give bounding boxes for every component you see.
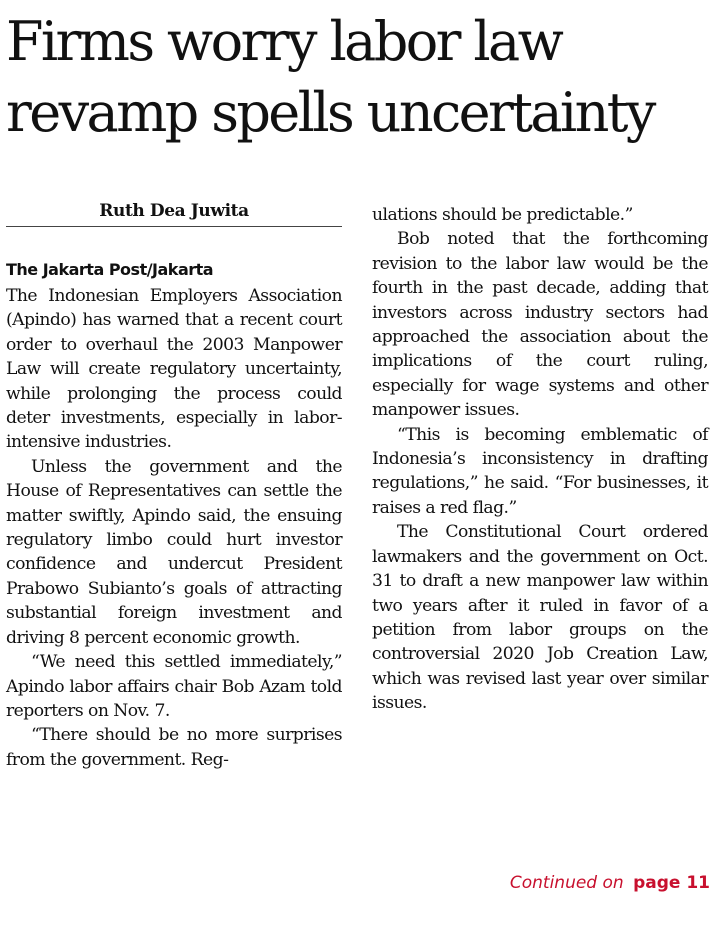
continued-label: Continued on — [509, 873, 624, 893]
paragraph: “This is becoming emblematic of Indonesia’s inconsistency in drafting regulations,” he said. “For businesses, it raises a red flag.” — [372, 424, 708, 518]
article-column-2 — [372, 203, 708, 716]
headline-line-2: revamp spells uncertainty — [6, 81, 654, 144]
paragraph: Bob noted that the forthcoming revision to the labor law would be the fourth in the past decade, adding that investors across industry sectors had approached the association about the implications of the court ruling, especially for wage systems and other manpower issues. — [372, 229, 708, 421]
paragraph: Unless the government and the House of Representatives can settle the matter swiftly, Apindo said, the ensuing regulatory limbo could hurt investor confidence and undercut President Prabowo Subianto’s goals of attracting substantial foreign investment and driving 8 percent economic growth. — [6, 456, 342, 648]
dateline: The Jakarta Post/Jakarta — [6, 260, 214, 279]
article-column-1 — [6, 284, 342, 772]
paragraph: The Constitutional Court ordered lawmakers and the government on Oct. 31 to draft a new manpower law within two years after it ruled in favor of a petition from labor groups on the controversial 2020 Job Creation Law, which was revised last year over similar issues. — [372, 522, 708, 714]
paragraph: ulations should be predictable.” — [372, 205, 633, 225]
paragraph: “We need this settled immediately,” Apindo labor affairs chair Bob Azam told reporters on Nov. 7. — [6, 652, 342, 721]
continued-page: page 11 — [633, 873, 710, 893]
headline-line-1: Firms worry labor law — [6, 10, 562, 73]
headline — [6, 6, 718, 148]
byline: Ruth Dea Juwita — [99, 201, 249, 221]
byline-block — [6, 200, 342, 227]
continued-on-link[interactable] — [510, 872, 710, 894]
byline-rule — [6, 226, 342, 227]
paragraph: “There should be no more surprises from the government. Reg- — [6, 725, 342, 770]
paragraph: The Indonesian Employers Association (Apindo) has warned that a recent court order to overhaul the 2003 Manpower Law will create regulatory uncertainty, while prolonging the process could deter investments, especially in labor-intensive industries. — [6, 286, 342, 453]
